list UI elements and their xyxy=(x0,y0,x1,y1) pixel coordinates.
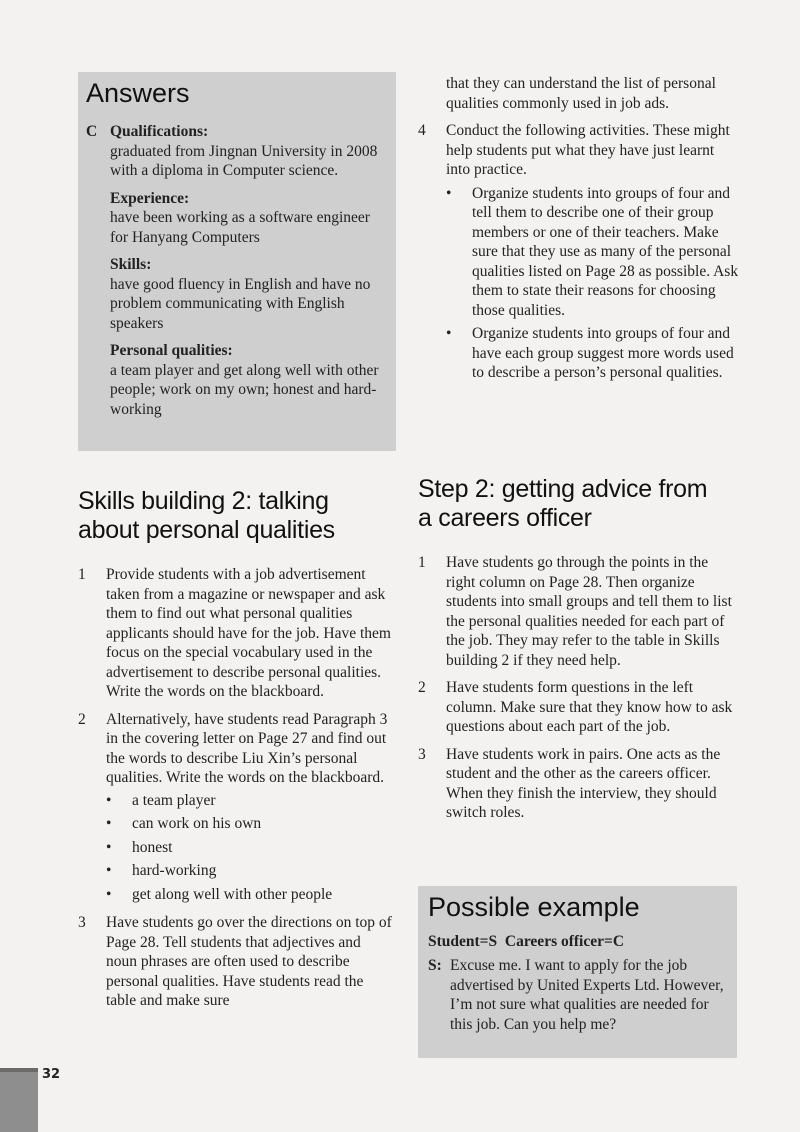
step2-item-1 xyxy=(418,553,740,670)
paragraph-number: 4 xyxy=(418,122,426,139)
experience-heading: Experience: xyxy=(110,189,190,207)
answers-content xyxy=(86,122,391,427)
step2-item-3 xyxy=(418,745,740,823)
page-number: 32 xyxy=(42,1067,61,1082)
qualifications-heading: Qualifications: xyxy=(110,123,209,140)
paragraph-text: Conduct the following activities. These might help students put what they have just learnt into practice. xyxy=(446,122,730,178)
list-item: • Organize students into groups of four and have each group suggest more words used to describe a person’s personal qualities. xyxy=(446,325,734,381)
step2-heading: Step 2: getting advice from a careers officer xyxy=(418,475,708,532)
list-item: • Organize students into groups of four and tell them to describe one of their group members or one of their teachers. Make sure that they use as many of the personal qualities listed on Page 28 as possible. Ask them to state their reasons for choosing those qualities. xyxy=(446,184,739,319)
activities-list xyxy=(446,184,740,383)
skills-block xyxy=(110,255,391,333)
page-edge-tab xyxy=(0,1068,38,1132)
paragraph-text: Have students form questions in the left column. Make sure that they know how to ask questions about each part of the job. xyxy=(446,679,733,735)
possible-example-title: Possible example xyxy=(428,892,640,922)
answers-box xyxy=(78,72,396,451)
step2-body xyxy=(418,553,740,831)
qualifications-text: graduated from Jingnan University in 2008 with a diploma in Computer science. xyxy=(110,142,378,179)
qualifications-block xyxy=(110,122,391,181)
example-roles: Student=S Careers officer=C xyxy=(428,933,625,950)
paragraph-text: Have students go over the directions on top of Page 28. Tell students that adjectives and noun phrases are often used to describe personal qualities. Have students read the table and make sure xyxy=(106,914,392,1009)
experience-block xyxy=(110,189,391,248)
example-dialogue xyxy=(428,956,728,1034)
paragraph-number: 2 xyxy=(78,710,86,728)
paragraph-number: 1 xyxy=(78,566,86,583)
answers-letter: C xyxy=(86,123,98,140)
list-item: • hard-working xyxy=(106,862,217,879)
paragraph-number: 3 xyxy=(418,745,426,763)
paragraph-text: Have students go through the points in the right column on Page 28. Then organize students into small groups and tell them to list the personal qualities needed for each part of the job. They may refer to the table in Skills building 2 if they need help. xyxy=(446,554,732,669)
paragraph-number: 1 xyxy=(418,554,426,571)
list-item: • honest xyxy=(106,838,173,856)
personal-qualities-heading: Personal qualities: xyxy=(110,342,233,359)
paragraph-number: 2 xyxy=(418,679,426,696)
list-item: • a team player xyxy=(106,791,216,809)
personal-qualities-text: a team player and get along well with other people; work on my own; honest and hard-working xyxy=(110,361,379,418)
list-item: • can work on his own xyxy=(106,815,262,832)
personal-qualities-block xyxy=(110,341,391,419)
step2-item-2 xyxy=(418,678,740,737)
paragraph-number: 3 xyxy=(78,914,86,931)
paragraph-text: Alternatively, have students read Paragraph 3 in the covering letter on Page 27 and find out the words to describe Liu Xin’s personal qualities. Write the words on the blackboard. xyxy=(106,710,388,786)
activities-paragraph-4 xyxy=(418,121,740,180)
skills-building-heading: Skills building 2: talking about personal qualities xyxy=(78,487,335,544)
liu-xin-qualities-list xyxy=(106,790,394,906)
continued-paragraph xyxy=(418,74,740,113)
paragraph-text: Have students work in pairs. One acts as the student and the other as the careers officer. When they finish the interview, they should switch roles. xyxy=(446,745,721,821)
skills-paragraph-2 xyxy=(78,710,394,788)
page-edge-tab-top xyxy=(0,1068,38,1072)
possible-example-box xyxy=(418,886,737,1058)
paragraph-text: Provide students with a job advertisement taken from a magazine or newspaper and ask them to find out what personal qualities applicants should have for the job. Have them focus on the special vocabulary used in the advertisement to describe personal qualities. Write the words on the blackboard. xyxy=(106,566,391,700)
paragraph-text: that they can understand the list of personal qualities commonly used in job ads. xyxy=(446,75,716,112)
answers-title: Answers xyxy=(86,78,190,108)
right-column-top xyxy=(418,74,740,391)
dialogue-line: Excuse me. I want to apply for the job advertised by United Experts Ltd. However, I’m not sure what qualities are needed for this job. Can you help me? xyxy=(450,957,724,1033)
experience-text: have been working as a software engineer for Hanyang Computers xyxy=(110,209,370,246)
skills-text: have good fluency in English and have no problem communicating with English speakers xyxy=(110,275,371,332)
skills-heading: Skills: xyxy=(110,256,152,273)
skills-paragraph-1 xyxy=(78,565,394,702)
left-column-body xyxy=(78,565,394,1019)
skills-paragraph-3 xyxy=(78,913,394,1011)
list-item: • get along well with other people xyxy=(106,885,333,903)
speaker-label: S: xyxy=(428,957,442,974)
